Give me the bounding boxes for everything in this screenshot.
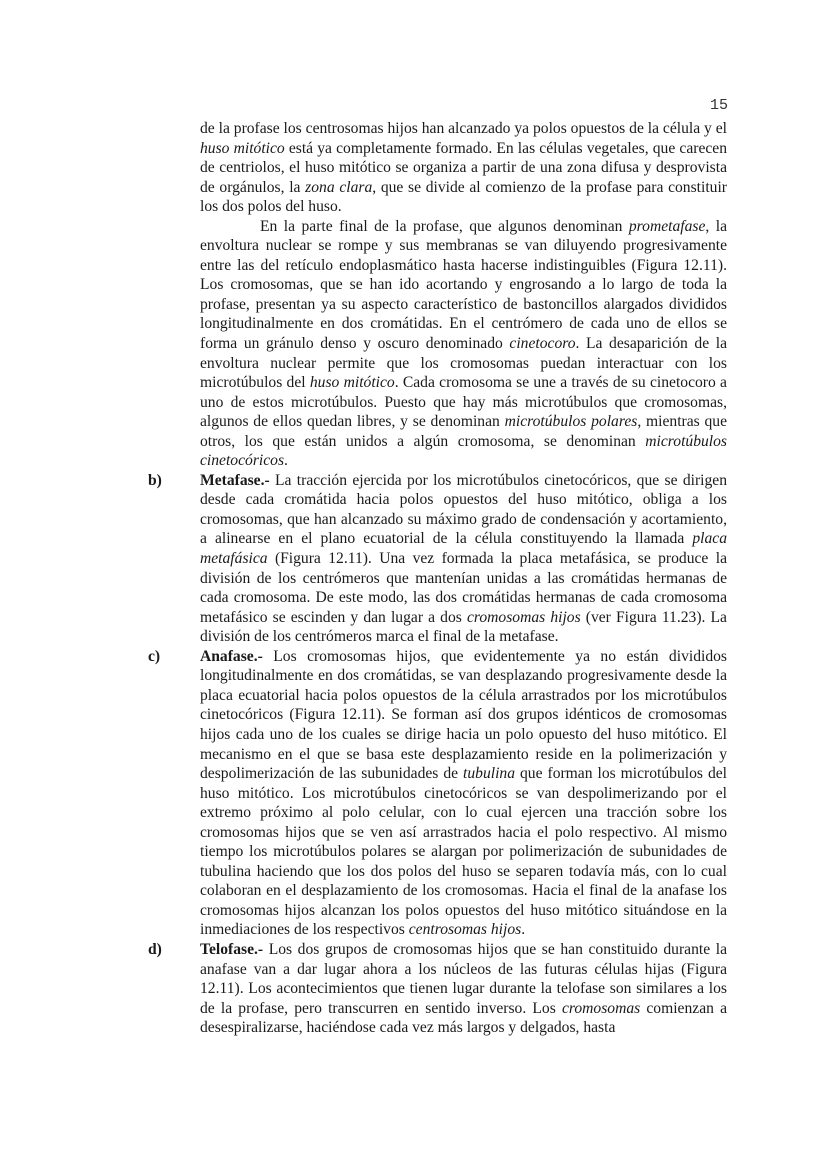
paragraph-prometaphase	[200, 217, 727, 471]
section-term: Metafase.-	[200, 471, 270, 489]
section-term: Telofase.-	[200, 940, 264, 958]
text: Los cromosomas hijos, que evidentemente ya no están divididos longitudinalmente en dos cromátidas, se van desplazando progresivamente desde la placa ecuatorial hacia polos opuestos de la célula arrastrados por los microtúbulos cinetocóricos (Figura 12.11). Se forman así dos grupos idénticos de cromosomas hijos cada uno de los cuales se dirige hacia un polo opuesto del huso mitótico. El mecanismo en el que se basa este desplazamiento reside en la polimerización y despolimerización de las subunidades de	[200, 647, 727, 783]
emphasis-term: microtúbulos cinetocóricos	[200, 432, 727, 470]
list-item-metaphase	[148, 471, 727, 647]
paragraph-prophase-end	[200, 119, 727, 217]
emphasis-term: zona clara	[305, 178, 373, 196]
list-item-anaphase	[148, 647, 727, 940]
text: de la profase los centrosomas hijos han alcanzado ya polos opuestos de la célula y el	[200, 120, 727, 137]
text: .	[284, 452, 288, 470]
text: está ya completamente formado. En las células vegetales, que carecen de centriolos, el huso mitótico se organiza a partir de una zona difusa y desprovista de orgánulos, la	[200, 139, 728, 196]
page-number: 15	[709, 97, 728, 114]
text: (Figura 12.11). Una vez formada la placa metafásica, se produce la división de los centrómeros que mantenían unidas a las cromátidas hermanas de cada cromosoma. De este modo, las dos cromátidas hermanas de cada cromosoma metafásico se escinden y dan lugar a dos	[200, 550, 727, 626]
text: . La desaparición de la envoltura nuclear permite que los cromosomas puedan interactuar con los microtúbulos del	[200, 335, 727, 392]
emphasis-term: cromosomas	[561, 999, 641, 1017]
emphasis-term: huso mitótico	[309, 374, 395, 392]
text: comienzan a desespiralizarse, haciéndose cada vez más largos y delgados, hasta	[200, 999, 727, 1037]
emphasis-term: microtúbulos polares	[504, 413, 638, 431]
text: , la envoltura nuclear se rompe y sus membranas se van diluyendo progresivamente entre las del retículo endoplasmático hasta hacerse indistinguibles (Figura 12.11). Los cromosomas, que se han ido acortando y engrosando a lo largo de toda la profase, presentan ya su aspecto característico de bastoncillos alargados divididos longitudinalmente en dos cromátidas. En el centrómero de cada uno de ellos se forma un gránulo denso y oscuro denominado	[200, 217, 727, 353]
list-label: d)	[148, 940, 162, 958]
emphasis-term: prometafase	[628, 217, 706, 235]
emphasis-term: cromosomas hijos	[466, 608, 581, 626]
list-label: c)	[148, 647, 161, 665]
text: . Cada cromosoma se une a través de su cinetocoro a uno de estos microtúbulos. Puesto que hay más microtúbulos que cromosomas, algunos de ellos quedan libres, y se denominan	[200, 374, 727, 431]
document-body	[148, 119, 728, 1038]
text: Los dos grupos de cromosomas hijos que se han constituido durante la anafase van a dar lugar ahora a los núcleos de las futuras células hijas (Figura 12.11). Los acontecimientos que tienen lugar durante la telofase son similares a los de la profase, pero transcurren en sentido inverso. Los	[200, 940, 727, 1017]
text: En la parte final de la profase, que algunos denominan	[260, 217, 629, 235]
text: que forman los microtúbulos del huso mitótico. Los microtúbulos cinetocóricos se van despolimerizando por el extremo próximo al polo celular, con lo cual ejercen una tracción sobre los cromosomas hijos que se ven así arrastrados hacia el polo respectivo. Al mismo tiempo los microtúbulos polares se alargan por polimerización de subunidades de tubulina haciendo que los dos polos del huso se separen todavía más, con lo cual colaboran en el desplazamiento de los cromosomas. Hacia el final de la anafase los cromosomas hijos alcanzan los polos opuestos del huso mitótico situándose en la inmediaciones de los respectivos	[200, 765, 727, 939]
text: , que se divide al comienzo de la profase para constituir los dos polos del huso.	[200, 178, 727, 216]
emphasis-term: huso mitótico	[200, 139, 285, 157]
section-term: Anafase.-	[200, 647, 263, 665]
emphasis-term: placa metafásica	[200, 530, 727, 568]
emphasis-term: centrosomas hijos	[408, 921, 522, 939]
text: , mientras que otros, los que están unidos a algún cromosoma, se denominan	[200, 413, 728, 450]
list-label: b)	[148, 471, 162, 489]
text: La tracción ejercida por los microtúbulos cinetocóricos, que se dirigen desde cada cromátida hacia polos opuestos del huso mitótico, obliga a los cromosomas, que han alcanzado su máximo grado de condensación y acortamiento, a alinearse en el plano ecuatorial de la célula constituyendo la llamada	[200, 471, 727, 548]
text: .	[521, 921, 526, 939]
emphasis-term: cinetocoro	[509, 335, 576, 353]
emphasis-term: tubulina	[463, 765, 516, 783]
text: (ver Figura 11.23). La división de los centrómeros marca el final de la metafase.	[200, 608, 727, 646]
list-item-telophase	[148, 940, 727, 1038]
